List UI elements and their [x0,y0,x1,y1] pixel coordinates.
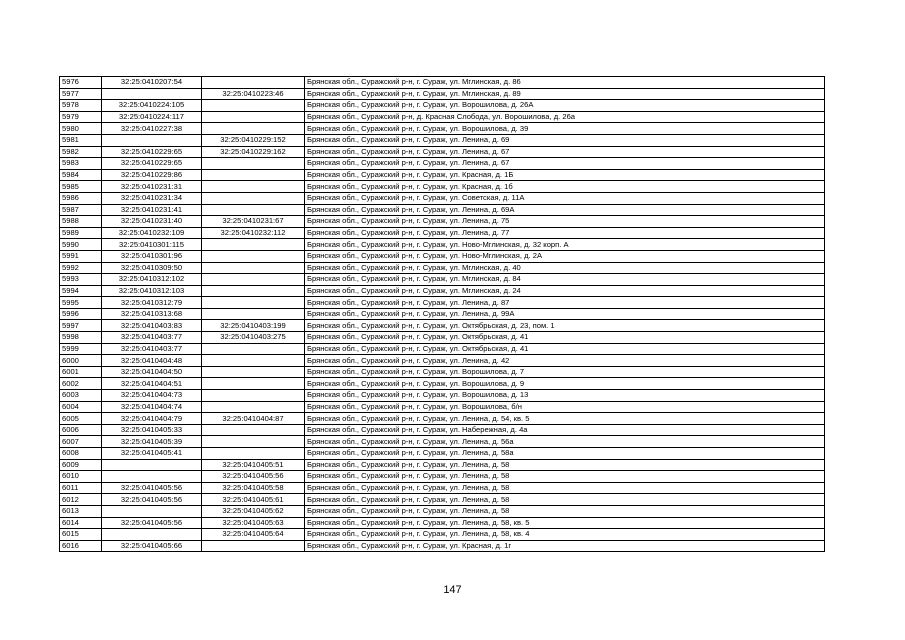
row-number-cell: 5979 [60,111,102,123]
building-cadastral-number-cell: 32:25:0410229:162 [202,146,305,158]
building-cadastral-number-cell [202,250,305,262]
building-cadastral-number-cell: 32:25:0410405:63 [202,517,305,529]
row-number-cell: 5987 [60,204,102,216]
building-cadastral-number-cell [202,100,305,112]
cadastral-number-cell: 32:25:0410405:41 [102,448,202,460]
table-row [60,366,825,378]
address-cell: Брянская обл., Суражский р-н, г. Сураж, ул. Ворошилова, д. 9 [305,378,825,390]
address-cell: Брянская обл., Суражский р-н, г. Сураж, ул. Октябрьская, д. 41 [305,332,825,344]
cadastral-number-cell: 32:25:0410309:50 [102,262,202,274]
building-cadastral-number-cell: 32:25:0410231:67 [202,216,305,228]
row-number-cell: 6002 [60,378,102,390]
cadastral-number-cell: 32:25:0410231:40 [102,216,202,228]
address-cell: Брянская обл., Суражский р-н, г. Сураж, ул. Ново-Мглинская, д. 32 корп. А [305,239,825,251]
table-row [60,355,825,367]
row-number-cell: 6010 [60,471,102,483]
cadastral-number-cell [102,459,202,471]
table-row [60,320,825,332]
table-row [60,204,825,216]
building-cadastral-number-cell: 32:25:0410404:87 [202,413,305,425]
address-cell: Брянская обл., Суражский р-н, г. Сураж, ул. Красная, д. 1б [305,181,825,193]
table-row [60,216,825,228]
building-cadastral-number-cell: 32:25:0410405:51 [202,459,305,471]
table-row [60,401,825,413]
address-cell: Брянская обл., Суражский р-н, г. Сураж, ул. Мглинская, д. 84 [305,274,825,286]
address-cell: Брянская обл., Суражский р-н, г. Сураж, ул. Ленина, д. 67 [305,158,825,170]
page-number: 147 [443,584,462,596]
address-cell: Брянская обл., Суражский р-н, г. Сураж, ул. Ленина, д. 56а [305,436,825,448]
address-cell: Брянская обл., Суражский р-н, г. Сураж, ул. Октябрьская, д. 41 [305,343,825,355]
cadastral-number-cell [102,134,202,146]
table-row [60,505,825,517]
row-number-cell: 5976 [60,77,102,89]
cadastral-number-cell: 32:25:0410405:39 [102,436,202,448]
address-cell: Брянская обл., Суражский р-н, г. Сураж, ул. Ленина, д. 42 [305,355,825,367]
address-cell: Брянская обл., Суражский р-н, г. Сураж, ул. Красная, д. 1Б [305,169,825,181]
cadastral-table [59,76,825,552]
building-cadastral-number-cell [202,540,305,552]
cadastral-number-cell: 32:25:0410312:79 [102,297,202,309]
table-body [60,77,825,552]
row-number-cell: 5985 [60,181,102,193]
row-number-cell: 6016 [60,540,102,552]
building-cadastral-number-cell [202,111,305,123]
building-cadastral-number-cell [202,390,305,402]
table-row [60,227,825,239]
address-cell: Брянская обл., Суражский р-н, г. Сураж, ул. Ленина, д. 54, кв. 5 [305,413,825,425]
row-number-cell: 6013 [60,505,102,517]
row-number-cell: 5995 [60,297,102,309]
address-cell: Брянская обл., Суражский р-н, г. Сураж, ул. Ленина, д. 75 [305,216,825,228]
row-number-cell: 5982 [60,146,102,158]
row-number-cell: 6000 [60,355,102,367]
building-cadastral-number-cell [202,274,305,286]
address-cell: Брянская обл., Суражский р-н, г. Сураж, ул. Ленина, д. 87 [305,297,825,309]
address-cell: Брянская обл., Суражский р-н, г. Сураж, ул. Ленина, д. 58 [305,505,825,517]
address-cell: Брянская обл., Суражский р-н, д. Красная Слобода, ул. Ворошилова, д. 26а [305,111,825,123]
row-number-cell: 5999 [60,343,102,355]
building-cadastral-number-cell [202,158,305,170]
cadastral-number-cell: 32:25:0410312:102 [102,274,202,286]
row-number-cell: 5980 [60,123,102,135]
row-number-cell: 5989 [60,227,102,239]
building-cadastral-number-cell [202,285,305,297]
building-cadastral-number-cell [202,343,305,355]
building-cadastral-number-cell [202,204,305,216]
building-cadastral-number-cell [202,436,305,448]
row-number-cell: 5983 [60,158,102,170]
cadastral-number-cell: 32:25:0410227:38 [102,123,202,135]
address-cell: Брянская обл., Суражский р-н, г. Сураж, ул. Мглинская, д. 89 [305,88,825,100]
row-number-cell: 6012 [60,494,102,506]
cadastral-number-cell: 32:25:0410403:77 [102,332,202,344]
row-number-cell: 6007 [60,436,102,448]
table-row [60,262,825,274]
address-cell: Брянская обл., Суражский р-н, г. Сураж, ул. Ленина, д. 58 [305,494,825,506]
cadastral-number-cell: 32:25:0410229:65 [102,146,202,158]
row-number-cell: 6003 [60,390,102,402]
cadastral-number-cell: 32:25:0410405:56 [102,494,202,506]
building-cadastral-number-cell [202,297,305,309]
address-cell: Брянская обл., Суражский р-н, г. Сураж, ул. Ново-Мглинская, д. 2А [305,250,825,262]
address-cell: Брянская обл., Суражский р-н, г. Сураж, ул. Ленина, д. 58 [305,471,825,483]
row-number-cell: 6015 [60,529,102,541]
table-row [60,123,825,135]
address-cell: Брянская обл., Суражский р-н, г. Сураж, ул. Мглинская, д. 86 [305,77,825,89]
row-number-cell: 6001 [60,366,102,378]
table-row [60,459,825,471]
cadastral-number-cell: 32:25:0410229:65 [102,158,202,170]
table-row [60,285,825,297]
table-row [60,448,825,460]
row-number-cell: 5998 [60,332,102,344]
cadastral-number-cell: 32:25:0410207:54 [102,77,202,89]
building-cadastral-number-cell [202,181,305,193]
table-row [60,529,825,541]
table-row [60,517,825,529]
cadastral-number-cell [102,471,202,483]
row-number-cell: 5988 [60,216,102,228]
cadastral-number-cell: 32:25:0410301:96 [102,250,202,262]
building-cadastral-number-cell: 32:25:0410232:112 [202,227,305,239]
table-row [60,332,825,344]
address-cell: Брянская обл., Суражский р-н, г. Сураж, ул. Ленина, д. 58, кв. 5 [305,517,825,529]
building-cadastral-number-cell [202,378,305,390]
table-row [60,181,825,193]
building-cadastral-number-cell: 32:25:0410405:64 [202,529,305,541]
row-number-cell: 6005 [60,413,102,425]
row-number-cell: 5981 [60,134,102,146]
table-row [60,239,825,251]
building-cadastral-number-cell: 32:25:0410229:152 [202,134,305,146]
address-cell: Брянская обл., Суражский р-н, г. Сураж, ул. Ворошилова, д. 7 [305,366,825,378]
cadastral-number-cell: 32:25:0410224:117 [102,111,202,123]
table-row [60,308,825,320]
row-number-cell: 6011 [60,482,102,494]
building-cadastral-number-cell [202,308,305,320]
row-number-cell: 6006 [60,424,102,436]
cadastral-number-cell: 32:25:0410404:73 [102,390,202,402]
row-number-cell: 5993 [60,274,102,286]
building-cadastral-number-cell [202,424,305,436]
cadastral-number-cell: 32:25:0410403:83 [102,320,202,332]
cadastral-number-cell: 32:25:0410231:34 [102,192,202,204]
address-cell: Брянская обл., Суражский р-н, г. Сураж, ул. Советская, д. 11А [305,192,825,204]
address-cell: Брянская обл., Суражский р-н, г. Сураж, ул. Ворошилова, д. 39 [305,123,825,135]
row-number-cell: 5997 [60,320,102,332]
address-cell: Брянская обл., Суражский р-н, г. Сураж, ул. Октябрьская, д. 23, пом. 1 [305,320,825,332]
table-row [60,169,825,181]
address-cell: Брянская обл., Суражский р-н, г. Сураж, ул. Ленина, д. 77 [305,227,825,239]
building-cadastral-number-cell [202,239,305,251]
cadastral-number-cell: 32:25:0410312:103 [102,285,202,297]
table-row [60,482,825,494]
cadastral-number-cell: 32:25:0410404:50 [102,366,202,378]
building-cadastral-number-cell [202,262,305,274]
address-cell: Брянская обл., Суражский р-н, г. Сураж, ул. Красная, д. 1г [305,540,825,552]
table-row [60,77,825,89]
cadastral-number-cell: 32:25:0410405:56 [102,517,202,529]
row-number-cell: 5990 [60,239,102,251]
table-row [60,158,825,170]
building-cadastral-number-cell: 32:25:0410405:61 [202,494,305,506]
table-row [60,111,825,123]
address-cell: Брянская обл., Суражский р-н, г. Сураж, ул. Ленина, д. 58 [305,482,825,494]
table-row [60,494,825,506]
table-row [60,378,825,390]
cadastral-number-cell [102,88,202,100]
building-cadastral-number-cell: 32:25:0410405:62 [202,505,305,517]
table-row [60,274,825,286]
row-number-cell: 5977 [60,88,102,100]
table-row [60,390,825,402]
building-cadastral-number-cell: 32:25:0410403:199 [202,320,305,332]
row-number-cell: 6008 [60,448,102,460]
cadastral-number-cell: 32:25:0410405:66 [102,540,202,552]
cadastral-number-cell: 32:25:0410301:115 [102,239,202,251]
address-cell: Брянская обл., Суражский р-н, г. Сураж, ул. Ворошилова, д. 13 [305,390,825,402]
address-cell: Брянская обл., Суражский р-н, г. Сураж, ул. Ворошилова, б/н [305,401,825,413]
cadastral-number-cell: 32:25:0410232:109 [102,227,202,239]
row-number-cell: 5996 [60,308,102,320]
building-cadastral-number-cell [202,355,305,367]
building-cadastral-number-cell [202,169,305,181]
table-row [60,100,825,112]
building-cadastral-number-cell [202,448,305,460]
table-row [60,88,825,100]
cadastral-number-cell: 32:25:0410404:74 [102,401,202,413]
cadastral-number-cell: 32:25:0410403:77 [102,343,202,355]
building-cadastral-number-cell: 32:25:0410405:56 [202,471,305,483]
cadastral-number-cell: 32:25:0410404:79 [102,413,202,425]
address-cell: Брянская обл., Суражский р-н, г. Сураж, ул. Набережная, д. 4а [305,424,825,436]
table-row [60,343,825,355]
building-cadastral-number-cell [202,77,305,89]
row-number-cell: 5991 [60,250,102,262]
address-cell: Брянская обл., Суражский р-н, г. Сураж, ул. Ленина, д. 99А [305,308,825,320]
row-number-cell: 6014 [60,517,102,529]
address-cell: Брянская обл., Суражский р-н, г. Сураж, ул. Ворошилова, д. 26А [305,100,825,112]
cadastral-number-cell [102,505,202,517]
cadastral-number-cell: 32:25:0410231:31 [102,181,202,193]
row-number-cell: 5992 [60,262,102,274]
building-cadastral-number-cell: 32:25:0410223:46 [202,88,305,100]
row-number-cell: 5978 [60,100,102,112]
cadastral-number-cell: 32:25:0410313:68 [102,308,202,320]
address-cell: Брянская обл., Суражский р-н, г. Сураж, ул. Ленина, д. 69А [305,204,825,216]
table-row [60,540,825,552]
building-cadastral-number-cell [202,123,305,135]
address-cell: Брянская обл., Суражский р-н, г. Сураж, ул. Мглинская, д. 40 [305,262,825,274]
cadastral-number-cell: 32:25:0410229:86 [102,169,202,181]
cadastral-number-cell: 32:25:0410231:41 [102,204,202,216]
building-cadastral-number-cell: 32:25:0410403:275 [202,332,305,344]
row-number-cell: 5984 [60,169,102,181]
address-cell: Брянская обл., Суражский р-н, г. Сураж, ул. Ленина, д. 67 [305,146,825,158]
address-cell: Брянская обл., Суражский р-н, г. Сураж, ул. Ленина, д. 58 [305,459,825,471]
table-row [60,471,825,483]
row-number-cell: 5994 [60,285,102,297]
address-cell: Брянская обл., Суражский р-н, г. Сураж, ул. Ленина, д. 58а [305,448,825,460]
cadastral-number-cell: 32:25:0410224:105 [102,100,202,112]
table-row [60,297,825,309]
address-cell: Брянская обл., Суражский р-н, г. Сураж, ул. Мглинская, д. 24 [305,285,825,297]
building-cadastral-number-cell [202,192,305,204]
table-row [60,134,825,146]
row-number-cell: 5986 [60,192,102,204]
cadastral-number-cell: 32:25:0410405:56 [102,482,202,494]
table-row [60,250,825,262]
cadastral-number-cell: 32:25:0410404:51 [102,378,202,390]
table-row [60,146,825,158]
cadastral-number-cell: 32:25:0410405:33 [102,424,202,436]
table-row [60,424,825,436]
address-cell: Брянская обл., Суражский р-н, г. Сураж, ул. Ленина, д. 58, кв. 4 [305,529,825,541]
building-cadastral-number-cell [202,401,305,413]
cadastral-number-cell: 32:25:0410404:48 [102,355,202,367]
table-row [60,192,825,204]
building-cadastral-number-cell [202,366,305,378]
cadastral-number-cell [102,529,202,541]
table-row [60,436,825,448]
table-row [60,413,825,425]
row-number-cell: 6009 [60,459,102,471]
address-cell: Брянская обл., Суражский р-н, г. Сураж, ул. Ленина, д. 69 [305,134,825,146]
row-number-cell: 6004 [60,401,102,413]
building-cadastral-number-cell: 32:25:0410405:58 [202,482,305,494]
